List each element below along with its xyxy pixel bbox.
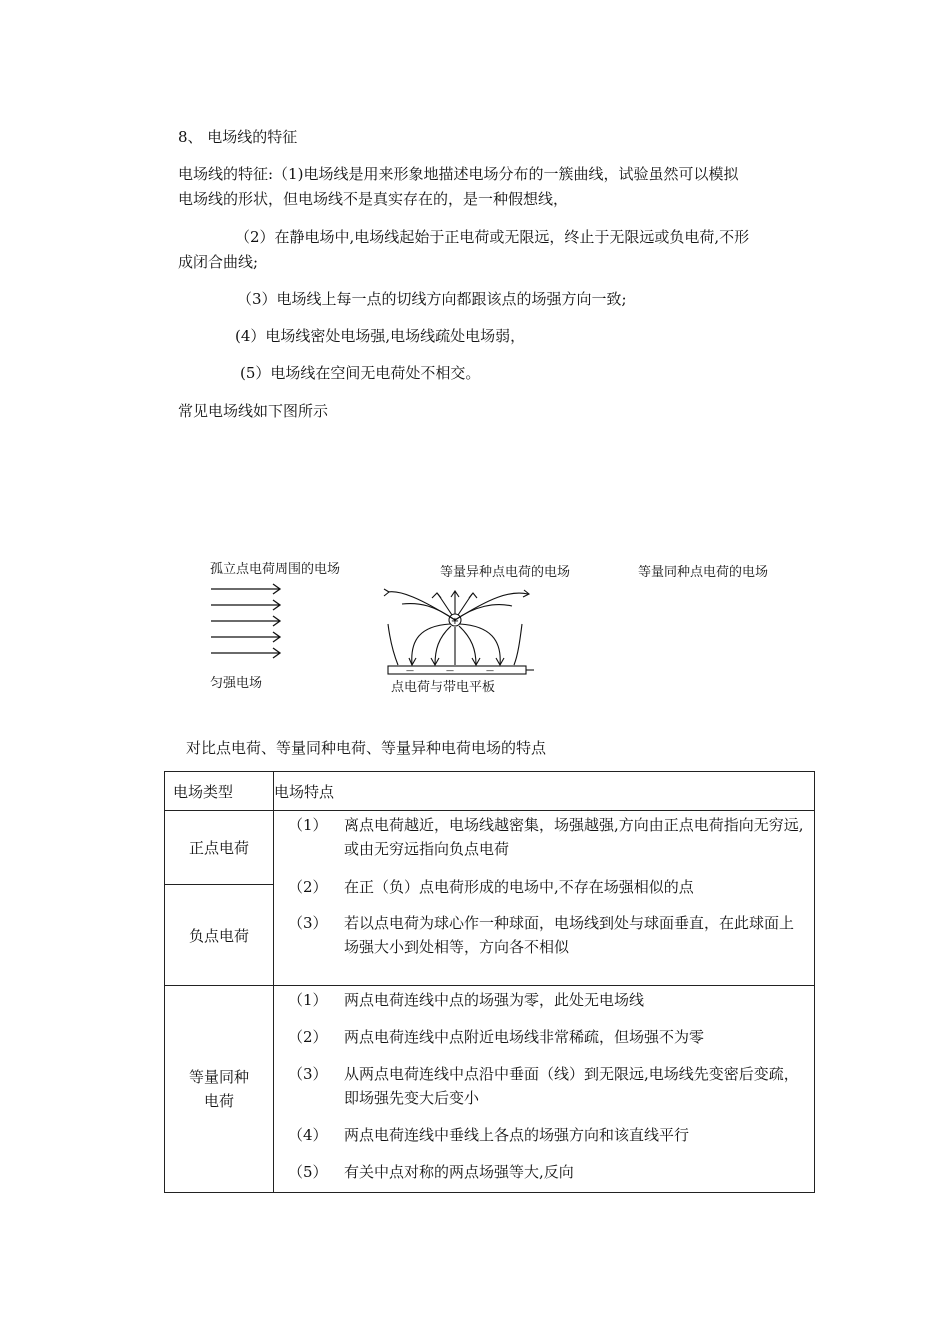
- feature-item: （2） 在正（负）点电荷形成的电场中,不存在场强相似的点: [288, 878, 694, 896]
- intro-line-2: 电场线的形状，但电场线不是真实存在的，是一种假想线，: [178, 190, 569, 208]
- plus-sign: +: [450, 616, 460, 627]
- field-line: [455, 593, 528, 620]
- arrow-head: [409, 658, 416, 665]
- feature-item: （4） 两点电荷连线中垂线上各点的场强方向和该直线平行: [288, 1126, 690, 1144]
- table-row: [165, 986, 815, 1193]
- intro-line-1: 电场线的特征:（1)电场线是用来形象地描述电场分布的一簇曲线，试验虽然可以模拟: [178, 165, 739, 183]
- feature-item: （3） 从两点电荷连线中点沿中垂面（线）到无限远,电场线先变密后变疏，即场强先变大后变小: [288, 1065, 799, 1107]
- point-5: (5）电场线在空间无电荷处不相交。: [240, 364, 481, 382]
- minus-sign: —: [406, 666, 414, 675]
- section-heading: 8、 电场线的特征: [178, 128, 298, 146]
- field-line: [514, 624, 522, 665]
- uniform-field-diagram: [205, 580, 295, 670]
- table-header-row: [165, 772, 815, 811]
- label-uniform-field: 匀强电场: [210, 676, 263, 691]
- feature-item: （2） 两点电荷连线中点附近电场线非常稀疏，但场强不为零: [288, 1028, 705, 1046]
- label-isolated-charge: 孤立点电荷周围的电场: [210, 562, 341, 577]
- label-charge-plate: 点电荷与带电平板: [391, 680, 496, 695]
- table-row: [165, 811, 815, 885]
- field-arrow: [211, 584, 280, 594]
- charge-plate-diagram: [380, 580, 540, 680]
- minus-sign: —: [486, 666, 494, 675]
- row-positive-charge: 正点电荷: [165, 811, 274, 885]
- feature-item: （1） 离点电荷越近，电场线越密集，场强越强,方向由正点电荷指向无穷远,或由无穷远指向负点电荷: [288, 816, 804, 858]
- arrow-head: [469, 593, 477, 598]
- field-arrow: [211, 632, 280, 642]
- field-comparison-table: [164, 771, 815, 1193]
- field-arrow: [211, 648, 280, 658]
- header-field-feature: 电场特点: [274, 772, 815, 811]
- label-opposite-charges: 等量异种点电荷的电场: [440, 565, 571, 580]
- field-line: [402, 604, 455, 620]
- feature-item: （3） 若以点电荷为球心作一种球面，电场线到处与球面垂直，在此球面上场强大小到处相等，方向各不相似: [288, 914, 795, 956]
- field-line: [388, 592, 455, 620]
- feature-item: （1） 两点电荷连线中点的场强为零，此处无电场线: [288, 991, 645, 1009]
- feature-item: （5） 有关中点对称的两点场强等大,反向: [288, 1163, 574, 1181]
- minus-sign: —: [446, 666, 454, 675]
- label-same-charges: 等量同种点电荷的电场: [638, 565, 769, 580]
- field-line: [388, 624, 398, 665]
- figure-intro: 常见电场线如下图所示: [178, 402, 329, 420]
- point-3: （3）电场线上每一点的切线方向都跟该点的场强方向一致;: [237, 290, 627, 308]
- field-arrow: [211, 600, 280, 610]
- row-equal-same-charges: 等量同种 电荷: [165, 986, 274, 1193]
- header-field-type: 电场类型: [165, 772, 274, 811]
- field-arrow: [211, 616, 280, 626]
- point-2-line-1: （2）在静电场中,电场线起始于正电荷或无限远，终止于无限远或负电荷,不形: [235, 228, 750, 246]
- table-caption: 对比点电荷、等量同种电荷、等量异种电荷电场的特点: [186, 739, 547, 757]
- arrow-head: [384, 589, 389, 596]
- point-charge-features: [274, 811, 815, 986]
- row-negative-charge: 负点电荷: [165, 885, 274, 986]
- same-charge-features: [274, 986, 815, 1193]
- field-line: [435, 626, 451, 665]
- field-line: [459, 626, 476, 665]
- point-2-line-2: 成闭合曲线;: [178, 253, 259, 271]
- point-4: (4）电场线密处电场强,电场线疏处电场弱，: [235, 327, 526, 345]
